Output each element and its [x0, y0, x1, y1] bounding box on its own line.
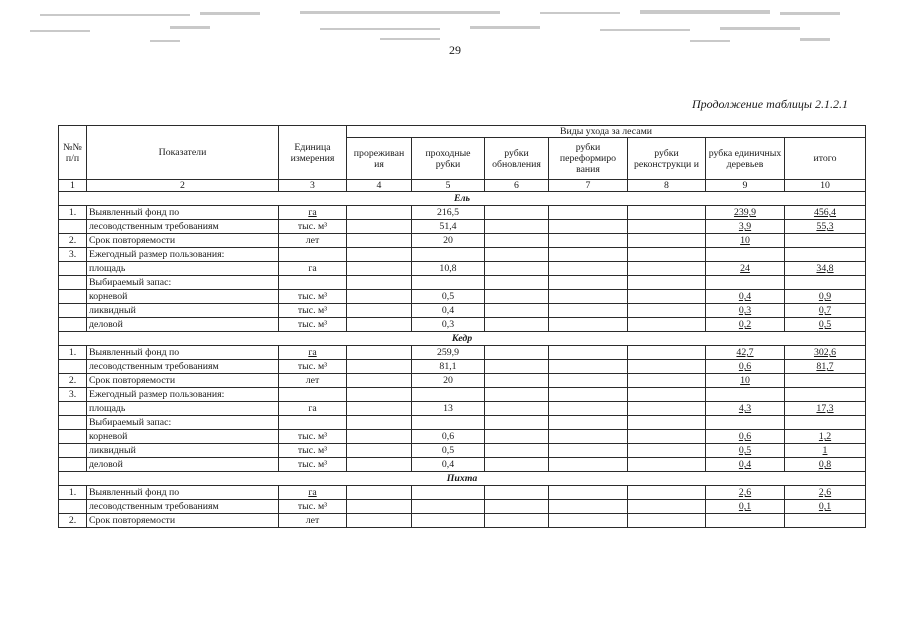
- value-cell-passage: 0,4: [412, 458, 485, 472]
- value-cell-single-tree: 239,9: [706, 206, 785, 220]
- row-number: [59, 262, 87, 276]
- unit-cell: тыс. м³: [279, 500, 347, 514]
- unit-cell: тыс. м³: [279, 318, 347, 332]
- indicator-cell: корневой: [87, 290, 279, 304]
- table-row: [59, 486, 866, 500]
- unit-cell: га: [279, 262, 347, 276]
- value-cell-total: [785, 276, 866, 290]
- value-cell-renewal: [485, 430, 549, 444]
- value-cell-reformation: [549, 220, 628, 234]
- page-number: 29: [449, 43, 461, 57]
- value-cell-reformation: [549, 500, 628, 514]
- value-cell-thinning: [347, 262, 412, 276]
- value-cell-single-tree: 0,1: [706, 500, 785, 514]
- value-cell-thinning: [347, 248, 412, 262]
- table-row: [59, 388, 866, 402]
- value-cell-passage: 51,4: [412, 220, 485, 234]
- value-cell-passage: 13: [412, 402, 485, 416]
- value-cell-thinning: [347, 444, 412, 458]
- value-cell-reconstruction: [628, 248, 706, 262]
- header-col-single-tree: рубка единичных деревьев: [706, 138, 785, 180]
- row-number: [59, 500, 87, 514]
- value-cell-reformation: [549, 318, 628, 332]
- value-cell-single-tree: 0,6: [706, 360, 785, 374]
- unit-cell: лет: [279, 234, 347, 248]
- indicator-cell: ликвидный: [87, 444, 279, 458]
- row-number: 2.: [59, 234, 87, 248]
- value-cell-renewal: [485, 206, 549, 220]
- table-row: [59, 374, 866, 388]
- value-cell-reconstruction: [628, 388, 706, 402]
- unit-cell: [279, 248, 347, 262]
- row-number: 1.: [59, 346, 87, 360]
- value-cell-reconstruction: [628, 430, 706, 444]
- value-cell-total: 34,8: [785, 262, 866, 276]
- row-number: 3.: [59, 248, 87, 262]
- value-cell-total: 17,3: [785, 402, 866, 416]
- row-number: 3.: [59, 388, 87, 402]
- indicator-cell: Ежегодный размер пользования:: [87, 388, 279, 402]
- value-cell-thinning: [347, 388, 412, 402]
- value-cell-passage: 20: [412, 374, 485, 388]
- unit-cell: [279, 416, 347, 430]
- section-row: [59, 192, 866, 206]
- indicator-cell: деловой: [87, 458, 279, 472]
- section-row: [59, 332, 866, 346]
- value-cell-reformation: [549, 346, 628, 360]
- value-cell-single-tree: 0,2: [706, 318, 785, 332]
- table-row: [59, 248, 866, 262]
- value-cell-thinning: [347, 458, 412, 472]
- column-number: 9: [706, 180, 785, 192]
- value-cell-single-tree: 0,3: [706, 304, 785, 318]
- unit-cell: га: [279, 486, 347, 500]
- header-col-renewal: рубки обновления: [485, 138, 549, 180]
- row-number: 1.: [59, 206, 87, 220]
- unit-cell: [279, 276, 347, 290]
- value-cell-reconstruction: [628, 416, 706, 430]
- table-row: [59, 514, 866, 528]
- column-number: 8: [628, 180, 706, 192]
- row-number: [59, 458, 87, 472]
- value-cell-passage: [412, 514, 485, 528]
- table-row: [59, 276, 866, 290]
- row-number: 2.: [59, 374, 87, 388]
- value-cell-renewal: [485, 388, 549, 402]
- value-cell-renewal: [485, 290, 549, 304]
- column-number: 5: [412, 180, 485, 192]
- value-cell-total: 1,2: [785, 430, 866, 444]
- value-cell-thinning: [347, 206, 412, 220]
- table-row: [59, 206, 866, 220]
- table-row: [59, 416, 866, 430]
- value-cell-thinning: [347, 346, 412, 360]
- column-number: 3: [279, 180, 347, 192]
- value-cell-thinning: [347, 430, 412, 444]
- indicator-cell: Срок повторяемости: [87, 514, 279, 528]
- value-cell-single-tree: 0,4: [706, 458, 785, 472]
- value-cell-thinning: [347, 416, 412, 430]
- value-cell-reconstruction: [628, 262, 706, 276]
- value-cell-reformation: [549, 486, 628, 500]
- table-row: [59, 318, 866, 332]
- indicator-cell: Выявленный фонд по: [87, 486, 279, 500]
- value-cell-thinning: [347, 318, 412, 332]
- table-row: [59, 290, 866, 304]
- header-col-total: итого: [785, 138, 866, 180]
- continuation-title: Продолжение таблицы 2.1.2.1: [691, 97, 848, 111]
- value-cell-reformation: [549, 402, 628, 416]
- value-cell-passage: 0,5: [412, 290, 485, 304]
- column-number: 1: [59, 180, 87, 192]
- value-cell-renewal: [485, 276, 549, 290]
- value-cell-single-tree: 0,6: [706, 430, 785, 444]
- indicator-cell: деловой: [87, 318, 279, 332]
- table-row: [59, 304, 866, 318]
- value-cell-reformation: [549, 458, 628, 472]
- value-cell-renewal: [485, 360, 549, 374]
- unit-cell: тыс. м³: [279, 360, 347, 374]
- row-number: [59, 444, 87, 458]
- table-row: [59, 262, 866, 276]
- value-cell-renewal: [485, 458, 549, 472]
- unit-cell: га: [279, 346, 347, 360]
- value-cell-renewal: [485, 374, 549, 388]
- header-col-reformation: рубки переформиро вания: [549, 138, 628, 180]
- indicator-cell: лесоводственным требованиям: [87, 220, 279, 234]
- row-number: [59, 402, 87, 416]
- value-cell-reformation: [549, 276, 628, 290]
- row-number: [59, 220, 87, 234]
- value-cell-total: 302,6: [785, 346, 866, 360]
- value-cell-thinning: [347, 234, 412, 248]
- row-number: [59, 416, 87, 430]
- column-number: 7: [549, 180, 628, 192]
- value-cell-reconstruction: [628, 402, 706, 416]
- indicator-cell: ликвидный: [87, 304, 279, 318]
- value-cell-thinning: [347, 360, 412, 374]
- value-cell-reconstruction: [628, 304, 706, 318]
- value-cell-passage: 216,5: [412, 206, 485, 220]
- value-cell-total: 0,7: [785, 304, 866, 318]
- value-cell-reconstruction: [628, 374, 706, 388]
- table-row: [59, 444, 866, 458]
- value-cell-reformation: [549, 304, 628, 318]
- value-cell-renewal: [485, 402, 549, 416]
- indicator-cell: Выявленный фонд по: [87, 346, 279, 360]
- value-cell-reformation: [549, 290, 628, 304]
- value-cell-single-tree: 10: [706, 234, 785, 248]
- value-cell-passage: [412, 416, 485, 430]
- value-cell-passage: [412, 388, 485, 402]
- header-group: Виды ухода за лесами: [347, 126, 866, 138]
- value-cell-reconstruction: [628, 206, 706, 220]
- value-cell-renewal: [485, 304, 549, 318]
- column-number: 4: [347, 180, 412, 192]
- column-number: 6: [485, 180, 549, 192]
- value-cell-renewal: [485, 220, 549, 234]
- value-cell-single-tree: 2,6: [706, 486, 785, 500]
- section-row: [59, 472, 866, 486]
- value-cell-total: 1: [785, 444, 866, 458]
- column-number: 10: [785, 180, 866, 192]
- value-cell-reformation: [549, 388, 628, 402]
- row-number: [59, 276, 87, 290]
- value-cell-total: [785, 388, 866, 402]
- value-cell-renewal: [485, 234, 549, 248]
- value-cell-total: 0,9: [785, 290, 866, 304]
- indicator-cell: Выбираемый запас:: [87, 416, 279, 430]
- indicator-cell: площадь: [87, 262, 279, 276]
- row-number: [59, 304, 87, 318]
- value-cell-thinning: [347, 304, 412, 318]
- column-number: 2: [87, 180, 279, 192]
- section-title: Пихта: [59, 472, 866, 486]
- forest-care-table: [58, 125, 866, 528]
- value-cell-passage: 10,8: [412, 262, 485, 276]
- header-col-reconstruction: рубки реконструкци и: [628, 138, 706, 180]
- value-cell-renewal: [485, 262, 549, 276]
- value-cell-single-tree: [706, 248, 785, 262]
- value-cell-reconstruction: [628, 486, 706, 500]
- indicator-cell: корневой: [87, 430, 279, 444]
- unit-cell: лет: [279, 374, 347, 388]
- value-cell-single-tree: 0,4: [706, 290, 785, 304]
- value-cell-total: 456,4: [785, 206, 866, 220]
- value-cell-reconstruction: [628, 444, 706, 458]
- value-cell-single-tree: [706, 388, 785, 402]
- section-title: Кедр: [59, 332, 866, 346]
- section-title: Ель: [59, 192, 866, 206]
- table-row: [59, 360, 866, 374]
- value-cell-reconstruction: [628, 500, 706, 514]
- value-cell-renewal: [485, 444, 549, 458]
- unit-cell: тыс. м³: [279, 290, 347, 304]
- row-number: [59, 318, 87, 332]
- value-cell-single-tree: 24: [706, 262, 785, 276]
- value-cell-passage: 0,3: [412, 318, 485, 332]
- value-cell-reconstruction: [628, 346, 706, 360]
- value-cell-reformation: [549, 262, 628, 276]
- unit-cell: га: [279, 206, 347, 220]
- value-cell-single-tree: 42,7: [706, 346, 785, 360]
- value-cell-thinning: [347, 290, 412, 304]
- value-cell-total: 0,8: [785, 458, 866, 472]
- value-cell-total: [785, 514, 866, 528]
- value-cell-total: 81,7: [785, 360, 866, 374]
- indicator-cell: Выявленный фонд по: [87, 206, 279, 220]
- value-cell-renewal: [485, 346, 549, 360]
- unit-cell: тыс. м³: [279, 430, 347, 444]
- unit-cell: тыс. м³: [279, 220, 347, 234]
- value-cell-total: 55,3: [785, 220, 866, 234]
- header-unit: Единица измерения: [279, 126, 347, 180]
- value-cell-renewal: [485, 416, 549, 430]
- header-col-passage: проходные рубки: [412, 138, 485, 180]
- value-cell-passage: 0,6: [412, 430, 485, 444]
- value-cell-reconstruction: [628, 360, 706, 374]
- column-numbers-row: [59, 180, 866, 192]
- value-cell-reformation: [549, 430, 628, 444]
- indicator-cell: Выбираемый запас:: [87, 276, 279, 290]
- value-cell-total: [785, 416, 866, 430]
- unit-cell: га: [279, 402, 347, 416]
- value-cell-reformation: [549, 374, 628, 388]
- value-cell-reconstruction: [628, 276, 706, 290]
- value-cell-passage: 0,5: [412, 444, 485, 458]
- value-cell-thinning: [347, 402, 412, 416]
- table-row: [59, 458, 866, 472]
- header-col-thinning: прореживан ия: [347, 138, 412, 180]
- value-cell-passage: 81,1: [412, 360, 485, 374]
- header-no: №№ п/п: [59, 126, 87, 180]
- value-cell-single-tree: 10: [706, 374, 785, 388]
- row-number: 1.: [59, 486, 87, 500]
- value-cell-reconstruction: [628, 234, 706, 248]
- row-number: [59, 290, 87, 304]
- value-cell-total: [785, 374, 866, 388]
- unit-cell: тыс. м³: [279, 458, 347, 472]
- indicator-cell: лесоводственным требованиям: [87, 500, 279, 514]
- value-cell-single-tree: 4,3: [706, 402, 785, 416]
- value-cell-renewal: [485, 248, 549, 262]
- row-number: 2.: [59, 514, 87, 528]
- value-cell-passage: 0,4: [412, 304, 485, 318]
- value-cell-reformation: [549, 514, 628, 528]
- value-cell-thinning: [347, 374, 412, 388]
- value-cell-single-tree: [706, 276, 785, 290]
- value-cell-reconstruction: [628, 318, 706, 332]
- indicator-cell: площадь: [87, 402, 279, 416]
- value-cell-passage: [412, 486, 485, 500]
- value-cell-passage: 20: [412, 234, 485, 248]
- value-cell-reformation: [549, 360, 628, 374]
- value-cell-reconstruction: [628, 290, 706, 304]
- value-cell-reconstruction: [628, 458, 706, 472]
- value-cell-reformation: [549, 206, 628, 220]
- value-cell-single-tree: 3,9: [706, 220, 785, 234]
- value-cell-thinning: [347, 276, 412, 290]
- value-cell-total: 2,6: [785, 486, 866, 500]
- value-cell-thinning: [347, 486, 412, 500]
- value-cell-renewal: [485, 486, 549, 500]
- value-cell-thinning: [347, 514, 412, 528]
- value-cell-reformation: [549, 234, 628, 248]
- indicator-cell: Ежегодный размер пользования:: [87, 248, 279, 262]
- value-cell-reconstruction: [628, 514, 706, 528]
- row-number: [59, 430, 87, 444]
- value-cell-renewal: [485, 514, 549, 528]
- value-cell-total: [785, 248, 866, 262]
- value-cell-single-tree: [706, 514, 785, 528]
- value-cell-reconstruction: [628, 220, 706, 234]
- value-cell-total: [785, 234, 866, 248]
- table-row: [59, 346, 866, 360]
- value-cell-single-tree: [706, 416, 785, 430]
- value-cell-passage: [412, 500, 485, 514]
- value-cell-reformation: [549, 248, 628, 262]
- indicator-cell: Срок повторяемости: [87, 234, 279, 248]
- value-cell-thinning: [347, 500, 412, 514]
- value-cell-reformation: [549, 416, 628, 430]
- table-row: [59, 500, 866, 514]
- header-indicator: Показатели: [87, 126, 279, 180]
- row-number: [59, 360, 87, 374]
- value-cell-total: 0,1: [785, 500, 866, 514]
- table-row: [59, 220, 866, 234]
- value-cell-reformation: [549, 444, 628, 458]
- table-row: [59, 402, 866, 416]
- value-cell-single-tree: 0,5: [706, 444, 785, 458]
- value-cell-passage: [412, 276, 485, 290]
- unit-cell: [279, 388, 347, 402]
- value-cell-passage: 259,9: [412, 346, 485, 360]
- unit-cell: лет: [279, 514, 347, 528]
- indicator-cell: Срок повторяемости: [87, 374, 279, 388]
- value-cell-thinning: [347, 220, 412, 234]
- unit-cell: тыс. м³: [279, 444, 347, 458]
- table-row: [59, 234, 866, 248]
- unit-cell: тыс. м³: [279, 304, 347, 318]
- value-cell-renewal: [485, 500, 549, 514]
- table-row: [59, 430, 866, 444]
- value-cell-total: 0,5: [785, 318, 866, 332]
- value-cell-passage: [412, 248, 485, 262]
- indicator-cell: лесоводственным требованиям: [87, 360, 279, 374]
- value-cell-renewal: [485, 318, 549, 332]
